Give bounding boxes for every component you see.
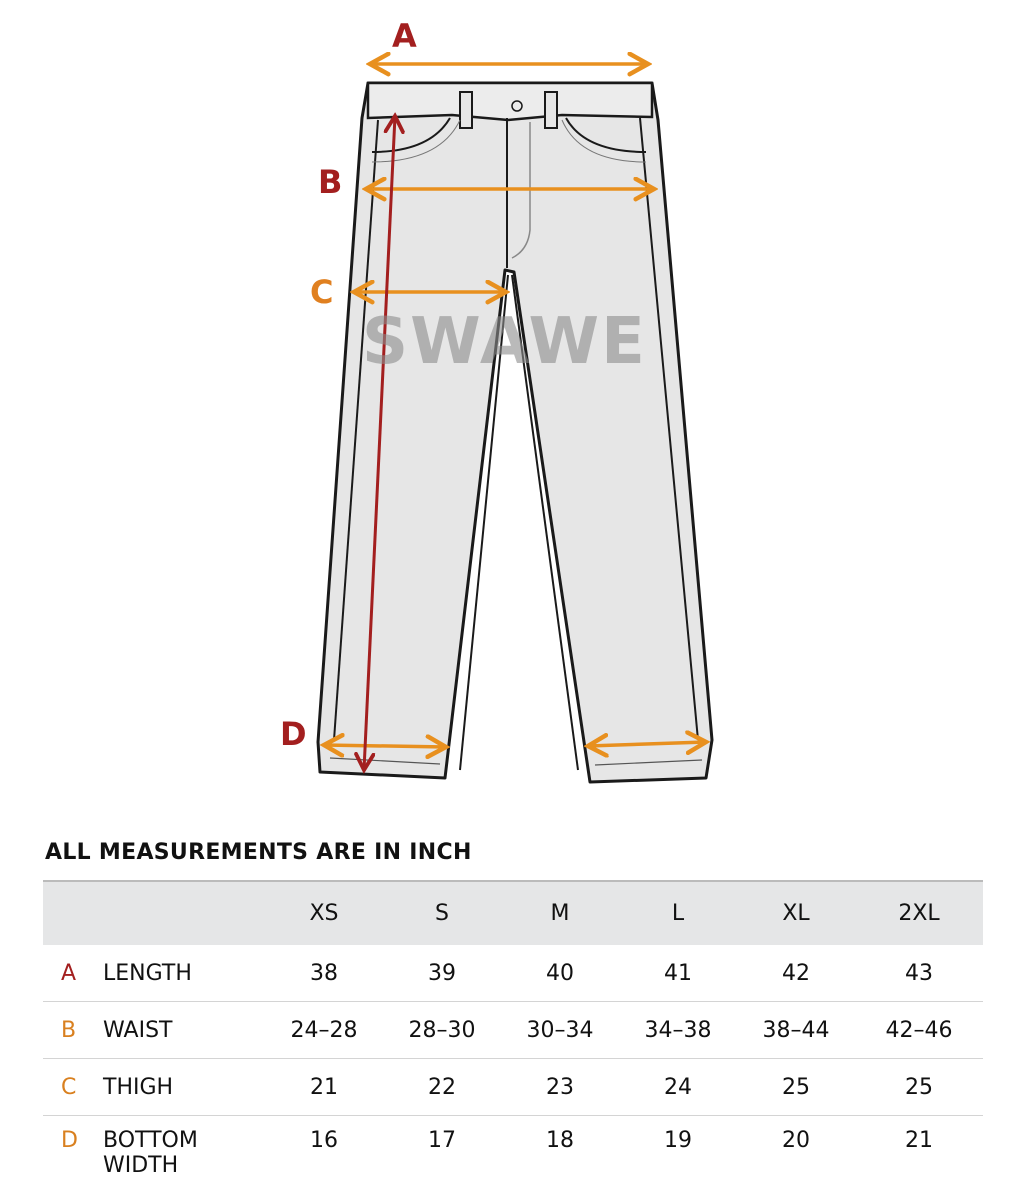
row-name: THIGH [103,1074,174,1100]
value-cell: 24–28 [290,1017,358,1043]
row-letter: C [61,1074,77,1100]
row-letter: D [61,1128,78,1153]
value-cell: 25 [782,1074,810,1100]
value-cell: 24 [664,1074,692,1100]
value-cell: 38 [310,960,338,986]
table-row-bottom-width [43,1116,983,1192]
table-row-thigh [43,1059,983,1116]
header-size-m: M [550,901,570,926]
value-cell: 41 [664,960,692,986]
header-size-2xl: 2XL [898,901,940,926]
value-cell: 20 [782,1128,810,1153]
value-cell: 17 [428,1128,456,1153]
label-c: C [310,273,334,311]
row-name-line2: WIDTH [103,1153,179,1178]
row-name: LENGTH [103,960,192,986]
value-cell: 21 [310,1074,338,1100]
label-b: B [318,163,343,201]
row-name [93,1128,265,1178]
row-name-line1: BOTTOM [103,1128,198,1153]
table-row-waist [43,1002,983,1059]
header-size-xl: XL [782,901,810,926]
value-cell: 42–46 [885,1017,953,1043]
value-cell: 28–30 [408,1017,476,1043]
value-cell: 19 [664,1128,692,1153]
value-cell: 22 [428,1074,456,1100]
header-size-s: S [435,901,449,926]
value-cell: 16 [310,1128,338,1153]
units-caption: ALL MEASUREMENTS ARE IN INCH [45,840,472,865]
value-cell: 21 [905,1128,933,1153]
value-cell: 42 [782,960,810,986]
value-cell: 39 [428,960,456,986]
table-header-row [43,880,983,945]
row-name: WAIST [103,1017,173,1043]
value-cell: 40 [546,960,574,986]
value-cell: 38–44 [762,1017,830,1043]
value-cell: 43 [905,960,933,986]
header-size-xs: XS [309,901,339,926]
label-a: A [392,17,417,55]
row-letter: B [61,1017,77,1043]
value-cell: 25 [905,1074,933,1100]
label-d: D [280,715,307,753]
value-cell: 23 [546,1074,574,1100]
brand-watermark: SWAWE [362,305,647,379]
value-cell: 34–38 [644,1017,712,1043]
value-cell: 18 [546,1128,574,1153]
size-chart-table [43,880,983,1192]
table-row-length [43,945,983,1002]
value-cell: 30–34 [526,1017,594,1043]
header-size-l: L [671,901,685,926]
row-letter: A [61,960,77,986]
